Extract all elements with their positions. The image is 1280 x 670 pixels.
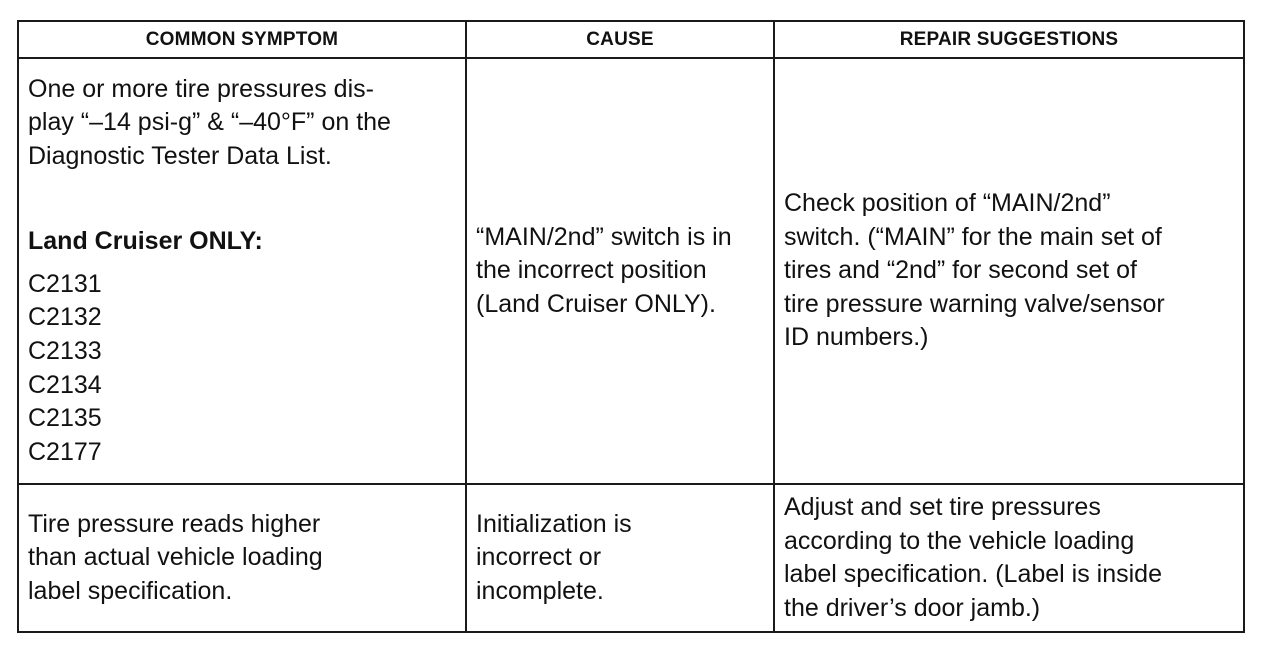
table-row — [18, 484, 1244, 632]
repair-text-line: Check position of “MAIN/2nd” — [784, 189, 1111, 218]
repair-text-line: label specification. (Label is inside — [784, 560, 1162, 588]
dtc-code: C2133 — [28, 336, 102, 365]
cause-text-line: “MAIN/2nd” switch is in — [476, 222, 732, 251]
cause-text-line: incorrect or — [476, 543, 602, 572]
symptom-text-line: Diagnostic Tester Data List. — [28, 141, 332, 170]
repair-text-line: Adjust and set tire pressures — [784, 493, 1101, 521]
repair-text-line: tire pressure warning valve/sensor — [784, 289, 1165, 318]
header-common-symptom: COMMON SYMPTOM — [18, 21, 466, 58]
symptom-cell — [18, 58, 466, 484]
dtc-code: C2177 — [28, 437, 102, 466]
table-row — [18, 58, 1244, 484]
symptom-text-line: than actual vehicle loading — [28, 543, 323, 572]
dtc-code: C2132 — [28, 303, 102, 332]
header-row — [18, 21, 1244, 58]
cause-cell — [466, 484, 774, 632]
dtc-code-list — [28, 268, 456, 470]
symptom-text-line: Tire pressure reads higher — [28, 509, 321, 538]
repair-text-line: tires and “2nd” for second set of — [784, 256, 1137, 285]
symptom-text-line: One or more tire pressures dis- — [28, 74, 374, 103]
dtc-code: C2131 — [28, 269, 102, 298]
symptom-cell — [18, 484, 466, 632]
model-note-heading: Land Cruiser ONLY: — [28, 227, 263, 256]
cause-text-line: the incorrect position — [476, 256, 707, 285]
cause-text-line: Initialization is — [476, 509, 632, 538]
repair-text-line: ID numbers.) — [784, 323, 929, 352]
repair-cell — [774, 58, 1244, 484]
symptom-text-line: play “–14 psi-g” & “–40°F” on the — [28, 108, 391, 137]
repair-text-line: the driver’s door jamb.) — [784, 593, 1041, 622]
symptom-text-line: label specification. — [28, 576, 233, 605]
cause-cell — [466, 58, 774, 484]
diagnosis-table — [17, 20, 1245, 633]
header-cause: CAUSE — [466, 21, 774, 58]
dtc-code: C2134 — [28, 370, 102, 399]
header-repair-suggestions: REPAIR SUGGESTIONS — [774, 21, 1244, 58]
repair-cell — [774, 484, 1244, 632]
repair-text-line: switch. (“MAIN” for the main set of — [784, 222, 1162, 251]
cause-text-line: incomplete. — [476, 576, 604, 605]
repair-text-line: according to the vehicle loading — [784, 526, 1135, 555]
cause-text-line: (Land Cruiser ONLY). — [476, 289, 716, 318]
dtc-code: C2135 — [28, 404, 102, 433]
